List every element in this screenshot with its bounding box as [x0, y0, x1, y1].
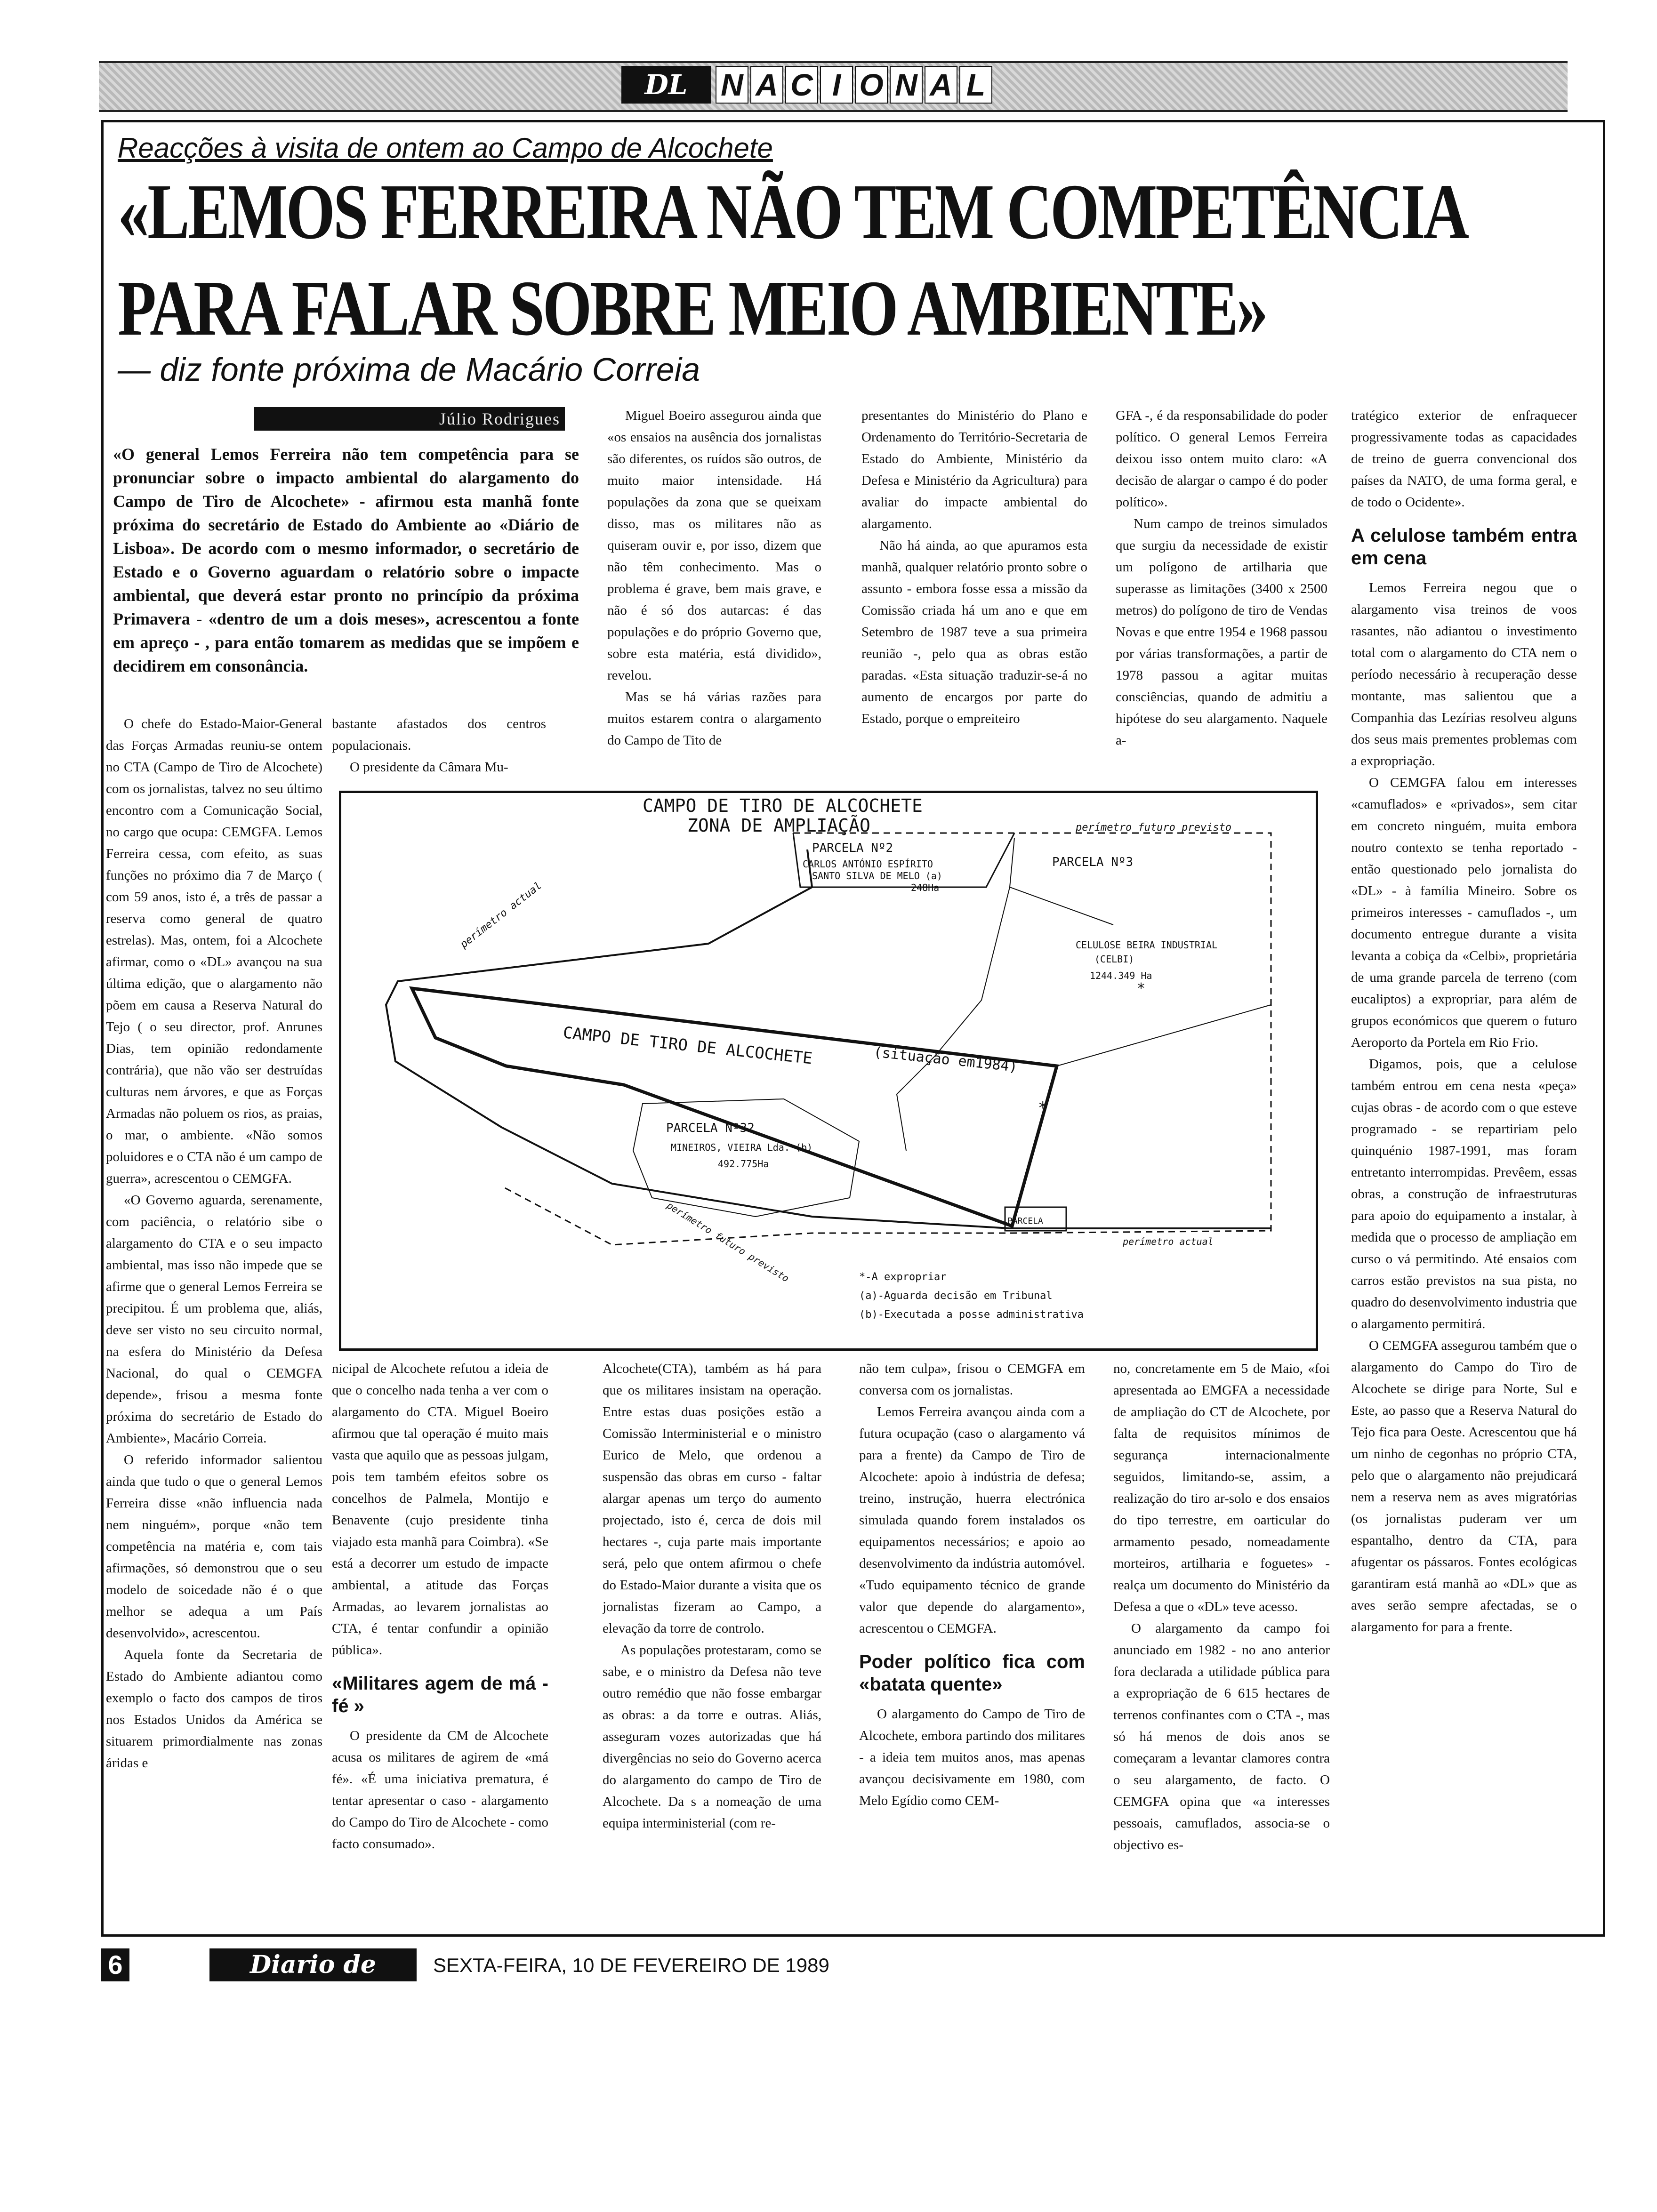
field-situation: (situação em1984) — [873, 1044, 1019, 1076]
footer-date: SEXTA-FEIRA, 10 DE FEVEREIRO DE 1989 — [433, 1954, 829, 1976]
text-column-4-bottom — [859, 1358, 1085, 1927]
paragraph: Lemos Ferreira negou que o alargamento visa treinos de voos rasantes, não adiantou o investimento total com o alargamento do CTA nem o período necessário à recuperação desse montante, mas salientou que a Companhia das Lezírias resolveu alguns dos seus mais prementes problemas com a expropriação. — [1351, 580, 1577, 769]
text-column-2-bottom — [332, 1358, 548, 1927]
headline-line-1: «LEMOS FERREIRA NÃO TEM COMPETÊNCIA — [118, 168, 1467, 256]
text-column-3-bottom — [603, 1358, 821, 1927]
paragraph: O alargamento da campo foi anunciado em 1982 - no ano anterior fora declarada a utilidade pública para a expropriação de 6 615 hectares de terrenos confinantes com o CTA -, mas só há menos de dois anos se começaram a levantar clamores contra o seu alargamento, de facto. O CEMGFA opina que «a interesses pessoais, camuflados, associa-se o objectivo es- — [1113, 1621, 1330, 1852]
text-column-3-top — [607, 405, 821, 779]
expropriate-star: * — [1038, 1098, 1048, 1117]
text-column-6 — [1351, 405, 1577, 1930]
crosshead: Poder político fica com «batata quente» — [859, 1651, 1085, 1695]
actual-perimeter-label: perímetro actual — [458, 880, 544, 951]
legend-tribunal: (a)-Aguarda decisão em Tribunal — [859, 1290, 1053, 1302]
map-drawing — [341, 793, 1316, 1348]
parcel-2-label: PARCELA Nº2 — [812, 841, 893, 855]
paragraph: Não há ainda, ao que apuramos esta manhã, qualquer relatório pronto sobre o assunto - embora fosse essa a missão da Comissão criada há um ano e que em Setembro de 1987 teve a sua primeira reunião -, pelo qua as obras estão paradas. «Esta situação traduzir-se-á no aumento de encargos por parte do Estado, porque o empreiteiro — [861, 538, 1087, 726]
paragraph: nicipal de Alcochete refutou a ideia de que o concelho nada tenha a ver com o alargamento do CTA. Miguel Boeiro afirmou que tal operação é muito mais vasta que aquilo que as pessoas julgam, pois tem também efeitos sobre os concelhos de Palmela, Montijo e Benavente (cujo presidente tinha viajado esta manhã para Coimbra). «Se está a decorrer um estudo de impacte ambiental, a atitude das Forças Armadas, ao levarem jornalistas ao CTA, é tentar confundir a opinião pública». — [332, 1361, 548, 1658]
celbi-label: CELULOSE BEIRA INDUSTRIAL — [1076, 939, 1218, 951]
paragraph: Num campo de treinos simulados que surgiu da necessidade de existir um polígono de artilharia que superasse as limitações (3400 x 2500 metros) do polígono de tiro de Vendas Novas e que entre 1954 e 1968 passou por várias transformações, a partir de 1978 passou a agitar muitas consciências, quando de admitiu a hipótese do seu alargamento. Naquele a- — [1116, 516, 1327, 748]
section-letter: N — [716, 66, 748, 104]
parcel-32-label: PARCELA Nº32 — [666, 1121, 755, 1135]
paragraph: presentantes do Ministério do Plano e Ordenamento do Território-Secretaria de Estado do Ambiente, Ministério da Defesa e Ministério da Agricultura) para avaliar do impacte ambiental do alargamento. — [861, 408, 1087, 531]
text-column-1 — [106, 713, 322, 1918]
newspaper-logo: DL — [621, 66, 711, 104]
page-number: 6 — [101, 1948, 129, 1981]
east-boundary — [1057, 1005, 1271, 1066]
paragraph: O CEMGFA falou em interesses «camuflados» e «privados», sem citar em concreto ninguém, muita embora noutro contexto se tenha reportado - então questionado pelo jornalista do «DL» - à família Mineiro. Sobre os primeiros interesses - camuflados -, um documento entregue durante a visita levanta a cobiça da «Celbi», proprietária de uma grande parcela de terreno (com eucaliptos) a expropriar, para além de grupos económicos que querem o futuro Aeroporto da Portela em Rio Frio. — [1351, 775, 1577, 1050]
section-letter: I — [820, 66, 853, 104]
range-map — [339, 791, 1318, 1351]
paragraph: Miguel Boeiro assegurou ainda que «os ensaios na ausência dos jornalistas são diferentes, os ruídos são outros, de muito maior intensidade. Há populações da zona que se queixam disso, mas os militares não as quiseram ouvir e, por isso, dizem que não têm conhecimento. Mas o problema é grave, bem mais grave, e não é só dos autarcas: é das populações e do próprio Governo que, sobre esta matéria, está dividido», revelou. — [607, 408, 821, 683]
paragraph: não tem culpa», frisou o CEMGFA em conversa com os jornalistas. — [859, 1361, 1085, 1398]
paragraph: O presidente da CM de Alcochete acusa os militares de agirem de «má fé». «É uma iniciativa prematura, é tentar apresentar o caso - alargamento do Campo do Tiro de Alcochete - como facto consumado». — [332, 1728, 548, 1851]
section-letter: N — [890, 66, 923, 104]
section-title — [716, 66, 994, 104]
section-letter: A — [750, 66, 783, 104]
article-subhead: — diz fonte próxima de Macário Correia — [118, 351, 700, 388]
celbi-label-2: (CELBI) — [1094, 954, 1134, 965]
paragraph: O presidente da Câmara Mu- — [350, 760, 508, 775]
actual-perimeter-label-2: perímetro actual — [1123, 1236, 1214, 1247]
parcel-3-label: PARCELA Nº3 — [1052, 855, 1134, 869]
legend-expropriate: *-A expropriar — [859, 1271, 947, 1283]
parcel-3-divider — [1010, 838, 1113, 925]
celbi-area: 1244.349 Ha — [1090, 970, 1152, 981]
celbi-star: * — [1137, 980, 1146, 997]
text-column-4-top — [861, 405, 1087, 779]
paragraph: Lemos Ferreira avançou ainda com a futura ocupação (caso o alargamento vá para a frente) da Campo de Tiro de Alcochete: apoio à indústria de defesa; treino, instrução, huerra electrónica simulada quando forem instalados os equipamentos necessários; e apoio ao desenvolvimento da indústria automóvel. «Tudo equipamento técnico de grande valor que depende do alargamento», acrescentou o CEMGFA. — [859, 1404, 1085, 1636]
parcel-32-area: 492.775Ha — [718, 1158, 769, 1170]
parcel-2-owner: CARLOS ANTÓNIO ESPÍRITO — [803, 858, 933, 870]
article-kicker: Reacções à visita de ontem ao Campo de Alcochete — [118, 132, 773, 164]
paragraph: bastante afastados dos centros populacionais. — [332, 716, 546, 753]
parcel-2-owner-2: SANTO SILVA DE MELO (a) — [812, 870, 942, 882]
celbi-boundary — [897, 887, 1010, 1151]
future-perimeter-label: perímetro futuro previsto — [1076, 822, 1232, 834]
paragraph: no, concretamente em 5 de Maio, «foi apresentada ao EMGFA a necessidade de ampliação do CT de Alcochete, por falta de requisitos mínimos de segurança internacionalmente seguidos, limitando-se, assim, a realização do tiro ar-solo e dos ensaios do tipo terrestre, em oarticular do armamento pesado, nomeadamente morteiros, artilharia e foguetes» - realça um documento do Ministério da Defesa a que o «DL» teve acesso. — [1113, 1361, 1330, 1614]
corner-parcel-label: PARCELA — [1007, 1216, 1043, 1226]
text-column-2-top — [332, 713, 546, 779]
field-label: CAMPO DE TIRO DE ALCOCHETE — [562, 1023, 813, 1068]
paragraph: O referido informador salientou ainda que tudo o que o general Lemos Ferreira disse «não influencia nada nem ninguém», porque «não tem competência na matéria e, com tais afirmações, só demonstrou que o seu modelo de soicedade não é o que melhor se adequa a um País desenvolvido», acrescentou. — [106, 1452, 322, 1641]
paragraph: Digamos, pois, que a celulose também entrou em cena nesta «peça» cujas obras - de acordo com o que esteve programado - se repartiriam pelo quinquénio 1987-1991, mas foram entretanto interrompidas. Prevêem, essas obras, a construção de infraestruturas para apoio do equipamento a instalar, à medida que o processo de ampliação em curso o vá permitindo. Até ensaios com carros estão previstos na sua pista, no quadro do desenvolvimento industria que o alargamento permitirá. — [1351, 1057, 1577, 1331]
text-column-5-top — [1116, 405, 1327, 779]
section-letter: C — [785, 66, 818, 104]
paragraph: As populações protestaram, como se sabe, e o ministro da Defesa não teve outro remédio que não fosse embargar as obras: a da torre e outras. Aliás, asseguram vozes autorizadas que há divergências no seio do Governo acerca do alargamento do campo de Tiro de Alcochete. Da s a nomeação de uma equipa interministerial (com re- — [603, 1643, 821, 1831]
paragraph: «O Governo aguarda, serenamente, com paciência, o relatório sibe o alargamento do CTA e o seu impacto ambiental, mas isso não impede que se afirme que o general Lemos Ferreira se precipitou. É um problema que, aliás, deve ser visto no seu circuito normal, na esfera do Ministério da Defesa Nacional, do qual o CEMGFA depende», frisou a mesma fonte próxima do secretário de Estado do Ambiente», Macário Correia. — [106, 1193, 322, 1446]
map-title-2: ZONA DE AMPLIAÇÃO — [687, 815, 870, 836]
byline: Júlio Rodrigues — [254, 407, 565, 431]
text-column-5-bottom — [1113, 1358, 1330, 1927]
section-letter: L — [959, 66, 992, 104]
paragraph: O CEMGFA assegurou também que o alargamento do Campo do Tiro de Alcochete se dirige para Norte, Sul e Este, ao passo que a Reserva Natural do Tejo fica para Oeste. Acrescentou que há um ninho de cegonhas no próprio CTA, pelo que o alargamento não prejudicará nem a reserva nem as aves migratórias (os jornalistas puderam ver um espantalho, dentro da CTA, para afugentar os pássaros. Fontes ecológicas garantiram está manhã ao «DL» que as aves serão sempre afectadas, se o alargamento for para a frente. — [1351, 1338, 1577, 1635]
paragraph: GFA -, é da responsabilidade do poder político. O general Lemos Ferreira deixou isso ontem muito claro: «A decisão de alargar o campo é do poder político». — [1116, 408, 1327, 510]
future-perimeter-label-2: perímetro futuro previsto — [665, 1199, 791, 1284]
lead-paragraph: «O general Lemos Ferreira não tem competência para se pronunciar sobre o impacto ambiental do alargamento do Campo de Tiro de Alcochete» - afirmou esta manhã fonte próxima do secretário de Estado do Ambiente ao «Diário de Lisboa». De acordo com o mesmo informador, o secretário de Estado e o Governo aguardam o relatório sobre o impacte ambiental, que deverá estar pronto no princípio da próxima Primavera - «dentro de um a dois meses», acrescentou a fonte em apreço - , para então tomarem as medidas que se impõem e decidirem em consonância. — [113, 445, 579, 675]
parcel-2-area: 248Ha — [911, 882, 940, 893]
paragraph: tratégico exterior de enfraquecer progressivamente todas as capacidades de treino de guerra convencional dos países da NATO, de uma forma geral, e de todo o Ocidente». — [1351, 408, 1577, 510]
map-title-1: CAMPO DE TIRO DE ALCOCHETE — [643, 795, 923, 816]
paragraph: Mas se há várias razões para muitos estarem contra o alargamento do Campo de Tito de — [607, 689, 821, 748]
section-letter: O — [855, 66, 888, 104]
parcel-32-owner: MINEIROS, VIEIRA Lda. (b) — [671, 1142, 813, 1153]
crosshead: «Militares agem de má - fé » — [332, 1673, 548, 1716]
section-letter: A — [925, 66, 957, 104]
paragraph: O alargamento do Campo de Tiro de Alcochete, embora partindo dos militares - a ideia tem muitos anos, mas apenas avançou decisivamente em 1980, com Melo Egídio como CEM- — [859, 1707, 1085, 1808]
paragraph: Alcochete(CTA), também as há para que os militares insistam na operação. Entre estas duas posições estão a Comissão Interministerial e o ministro Eurico de Melo, que ordenou a suspensão das obras em curso - faltar alargar apenas um terço do aumento projectado, isto é, cerca de dois mil hectares -, cuja parte mais importante será, pelo que ontem afirmou o chefe do Estado-Maior durante a visita que os jornalistas fizeram ao Campo, a elevação da torre de controlo. — [603, 1361, 821, 1636]
headline-line-2: PARA FALAR SOBRE MEIO AMBIENTE» — [118, 264, 1266, 352]
paragraph: Aquela fonte da Secretaria de Estado do Ambiente adiantou como exemplo o facto dos campos de tiros nos Estados Unidos da América se situarem primordialmente nas zonas áridas e — [106, 1647, 322, 1771]
crosshead: A celulose também entra em cena — [1351, 525, 1577, 569]
legend-possession: (b)-Executada a posse administrativa — [859, 1309, 1084, 1321]
paragraph: O chefe do Estado-Maior-General das Forças Armadas reuniu-se ontem no CTA (Campo de Tiro de Alcochete) com os jornalistas, talvez no seu último encontro com a Comunicação Social, no cargo que ocupa: CEMGFA. Lemos Ferreira cessa, com efeito, as suas funções no próximo dia 7 de Março ( com 59 anos, isto é, a três de passar a reserva como general de quatro estrelas). Mas, ontem, foi a Alcochete afirmar, como o «DL» avançou na sua última edição, que o alargamento não põem em causa a Reserva Natural do Tejo ( o seu director, prof. Anrunes Dias, tem opinião redondamente contrária), que não vão ser destruídas culturas nem árvores, e que as Forças Armadas não poluem os rios, as praias, o mar, o ambiente. «Não somos poluidores e o CTA não é um campo de guerra», acrescentou o CEMGFA. — [106, 716, 322, 1186]
footer-masthead: Diario de Lisboa — [209, 1948, 417, 1981]
